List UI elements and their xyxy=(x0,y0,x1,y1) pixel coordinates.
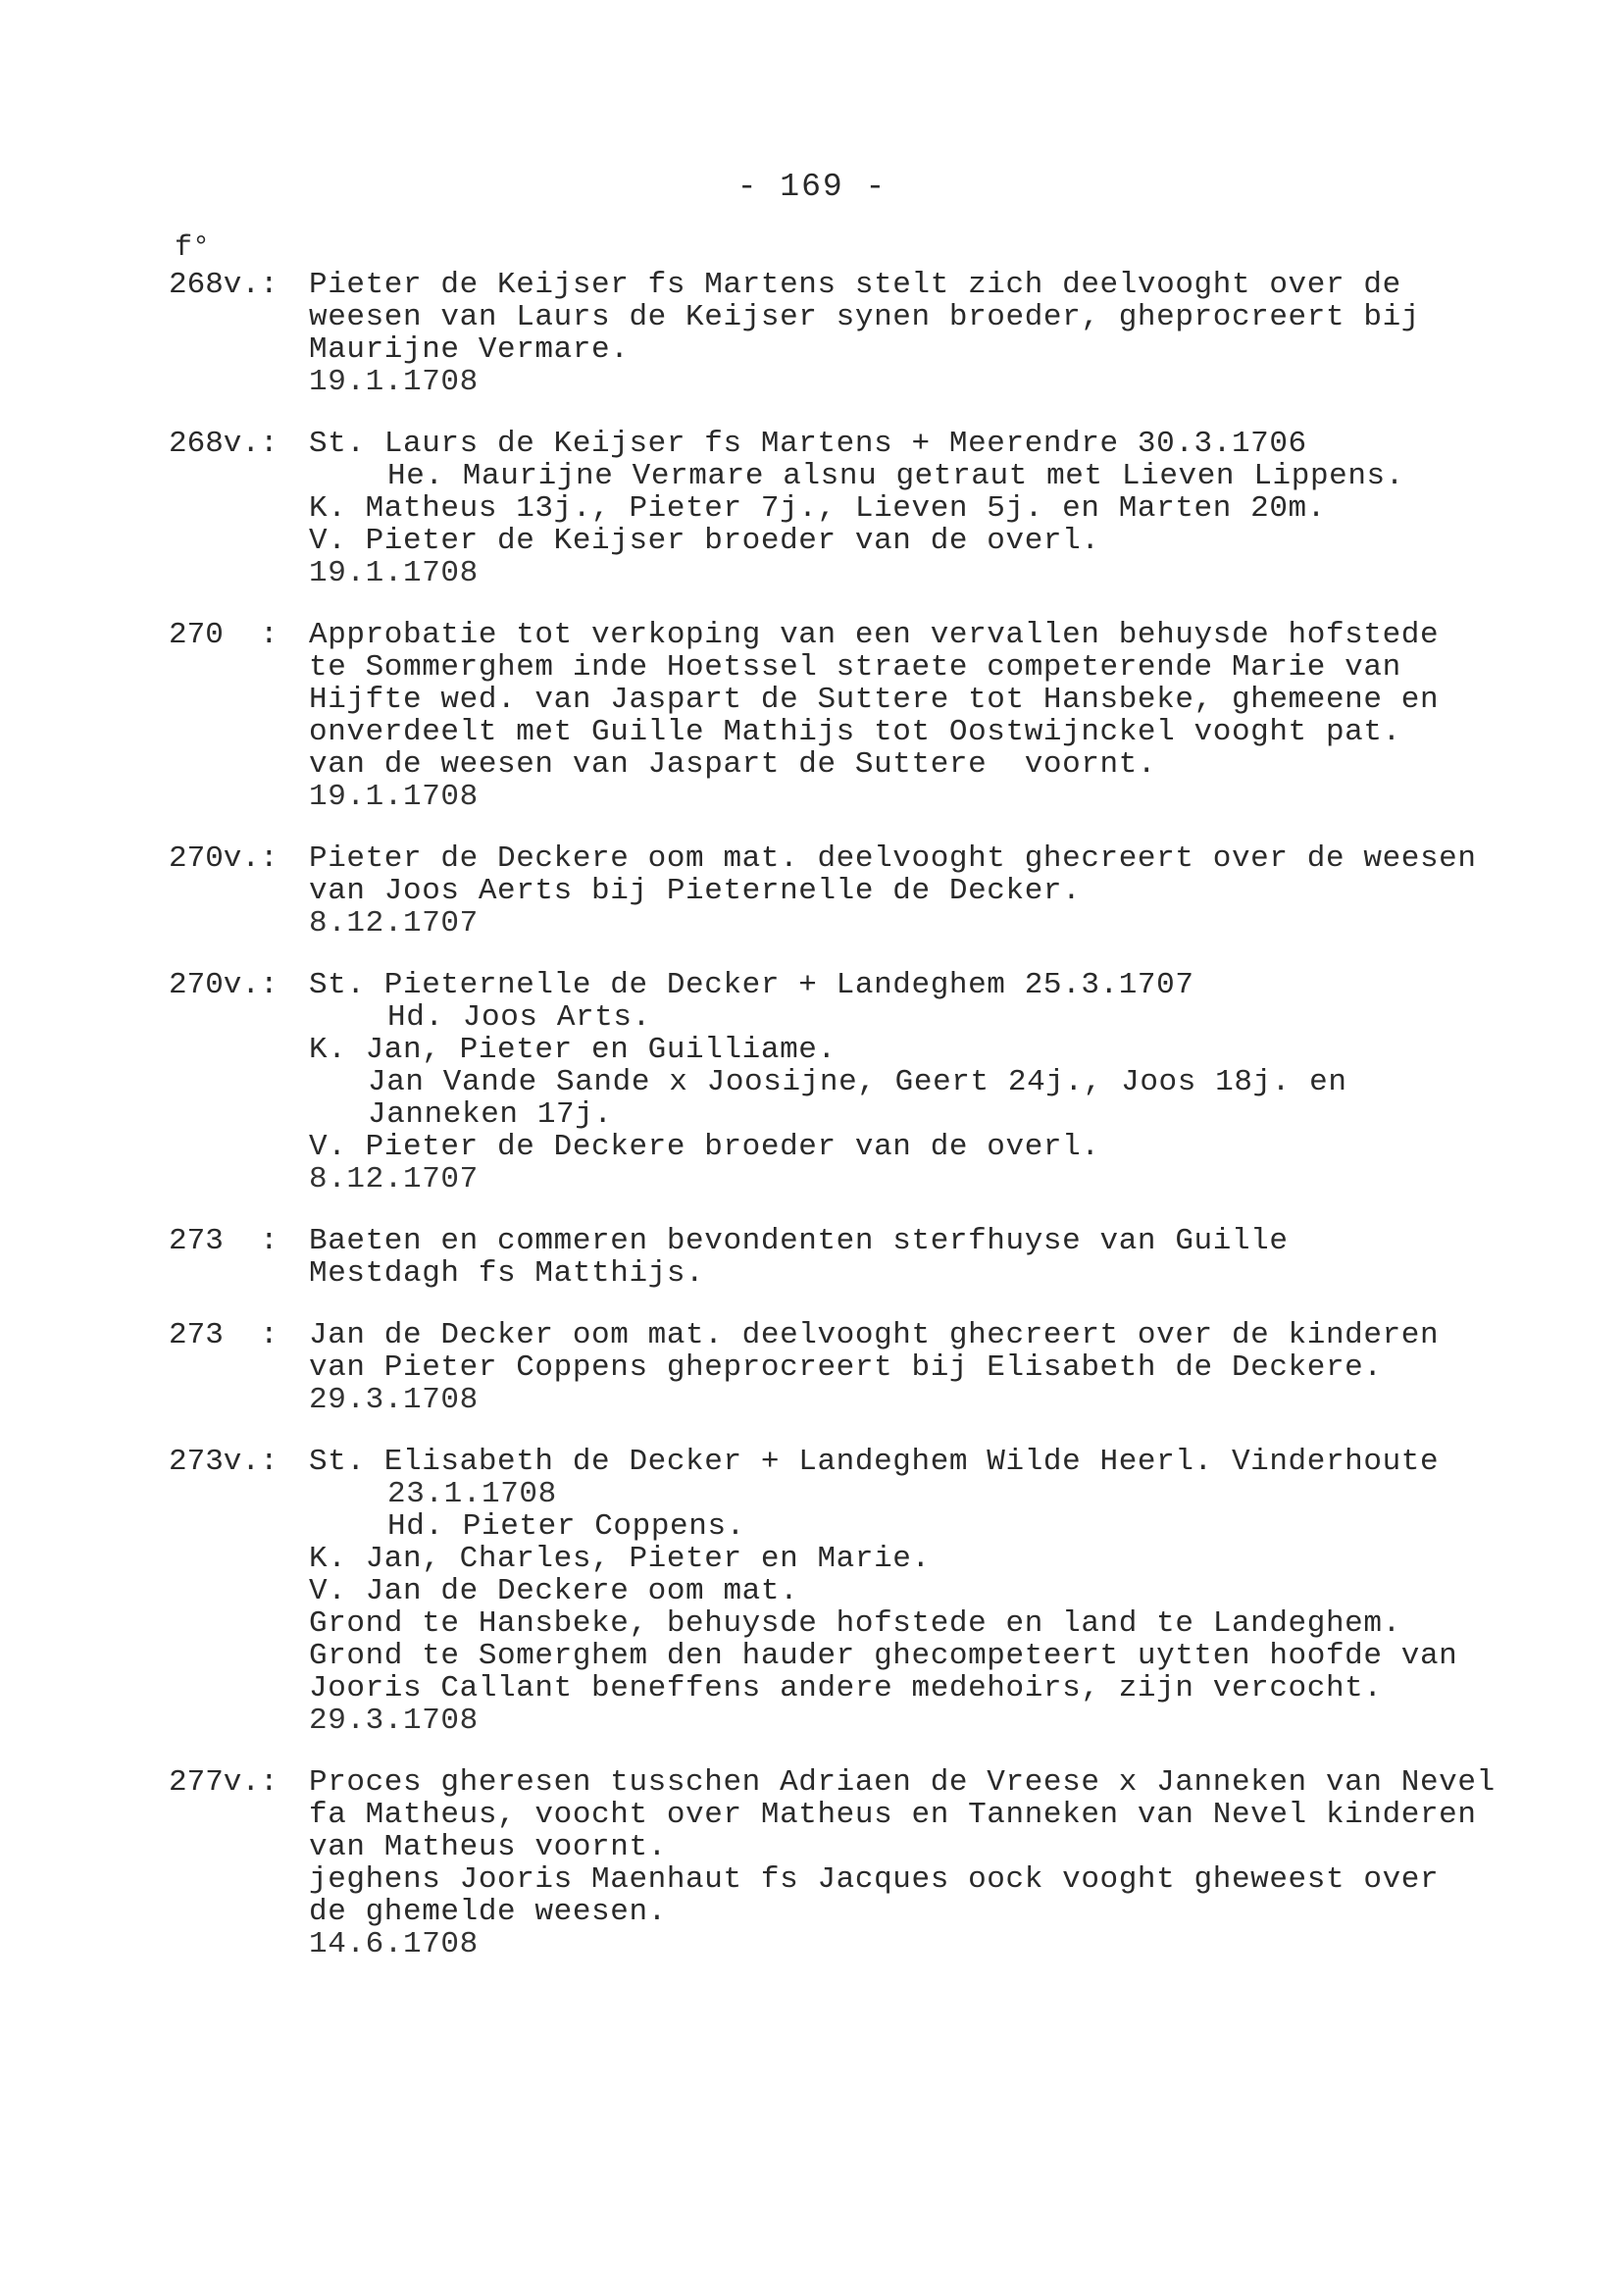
folio-reference: 277v.: xyxy=(169,1765,279,1800)
folio-reference: 270v.: xyxy=(169,968,279,1002)
entry-date: 19.1.1708 xyxy=(309,780,479,814)
entry-text-line: V. Pieter de Keijser broeder van de overl. xyxy=(309,524,1100,558)
folio-reference: 268v.: xyxy=(169,268,279,302)
entry-text-line: Jan de Decker oom mat. deelvooght ghecreert over de kinderen xyxy=(309,1318,1440,1352)
folio-reference: 273 : xyxy=(169,1318,279,1352)
entry-text-line: Baeten en commeren bevondenten sterfhuyse van Guille xyxy=(309,1224,1289,1258)
entry-text-line: St. Pieternelle de Decker + Landeghem 25.3.1707 xyxy=(309,968,1194,1002)
entry-text-line: jeghens Jooris Maenhaut fs Jacques oock vooght gheweest over xyxy=(309,1862,1440,1897)
entry-text-line: onverdeelt met Guille Mathijs tot Oostwijnckel vooght pat. xyxy=(309,715,1401,749)
register-entry xyxy=(169,1766,1561,1960)
entry-text-line: K. Jan, Pieter en Guilliame. xyxy=(309,1033,837,1067)
folio-reference: 270v.: xyxy=(169,841,279,876)
register-entry xyxy=(169,1319,1561,1416)
register-entry xyxy=(169,428,1561,589)
register-entry xyxy=(169,269,1561,398)
entry-text-line: van Joos Aerts bij Pieternelle de Decker. xyxy=(309,874,1082,908)
entry-body xyxy=(309,1766,1561,1960)
folio-reference: 273v.: xyxy=(169,1445,279,1479)
entry-text-line: Grond te Somerghem den hauder ghecompeteert uytten hoofde van xyxy=(309,1639,1458,1673)
entry-text-line: Janneken 17j. xyxy=(368,1097,613,1132)
page-number: - 169 - xyxy=(736,169,888,205)
entry-text-line: Jooris Callant beneffens andere medehoirs, zijn vercocht. xyxy=(309,1671,1383,1706)
entry-text-line: Proces gheresen tusschen Adriaen de Vreese x Janneken van Nevel xyxy=(309,1765,1496,1800)
entry-date: 8.12.1707 xyxy=(309,1162,479,1196)
entry-text-line: de ghemelde weesen. xyxy=(309,1895,667,1929)
entry-body xyxy=(309,1446,1561,1737)
register-entry xyxy=(169,842,1561,940)
entry-text-line: V. Pieter de Deckere broeder van de overl. xyxy=(309,1130,1100,1164)
entry-date: 19.1.1708 xyxy=(309,556,479,590)
entry-text-line: K. Jan, Charles, Pieter en Marie. xyxy=(309,1542,931,1576)
entry-text-line: weesen van Laurs de Keijser synen broeder, gheprocreert bij xyxy=(309,300,1420,334)
entry-text-line: Mestdagh fs Matthijs. xyxy=(309,1256,705,1291)
entry-text-line: V. Jan de Deckere oom mat. xyxy=(309,1574,799,1608)
entry-text-line: Hd. Pieter Coppens. xyxy=(387,1509,745,1544)
entry-body xyxy=(309,1225,1561,1290)
entry-text-line: van Pieter Coppens gheprocreert bij Elisabeth de Deckere. xyxy=(309,1350,1383,1385)
entry-date: 19.1.1708 xyxy=(309,365,479,399)
entry-text-line: Jan Vande Sande x Joosijne, Geert 24j., Joos 18j. en xyxy=(368,1065,1347,1099)
register-entry xyxy=(169,1446,1561,1737)
entry-text-line: fa Matheus, voocht over Matheus en Tanneken van Nevel kinderen xyxy=(309,1798,1477,1832)
entry-body xyxy=(309,969,1561,1196)
entry-body xyxy=(309,1319,1561,1416)
entry-date: 23.1.1708 xyxy=(387,1477,557,1511)
entry-date: 8.12.1707 xyxy=(309,906,479,941)
entry-date: 29.3.1708 xyxy=(309,1704,479,1738)
entry-body xyxy=(309,269,1561,398)
folio-label: f° xyxy=(175,231,211,265)
register-entry xyxy=(169,1225,1561,1290)
folio-reference: 268v.: xyxy=(169,427,279,461)
entry-body xyxy=(309,428,1561,589)
entry-text-line: Maurijne Vermare. xyxy=(309,332,630,367)
entry-text-line: He. Maurijne Vermare alsnu getraut met Lieven Lippens. xyxy=(387,459,1404,493)
entry-list xyxy=(169,269,1561,1990)
entry-body xyxy=(309,619,1561,813)
entry-text-line: Approbatie tot verkoping van een vervallen behuysde hofstede xyxy=(309,618,1440,652)
entry-text-line: van de weesen van Jaspart de Suttere voornt. xyxy=(309,747,1157,782)
entry-date: 29.3.1708 xyxy=(309,1383,479,1417)
entry-body xyxy=(309,842,1561,940)
entry-text-line: St. Elisabeth de Decker + Landeghem Wilde Heerl. Vinderhoute xyxy=(309,1445,1440,1479)
entry-text-line: Hd. Joos Arts. xyxy=(387,1000,651,1035)
entry-text-line: te Sommerghem inde Hoetssel straete competerende Marie van xyxy=(309,650,1401,685)
folio-reference: 270 : xyxy=(169,618,279,652)
entry-text-line: Pieter de Keijser fs Martens stelt zich deelvooght over de xyxy=(309,268,1401,302)
entry-text-line: van Matheus voornt. xyxy=(309,1830,667,1864)
entry-date: 14.6.1708 xyxy=(309,1927,479,1961)
entry-text-line: St. Laurs de Keijser fs Martens + Meerendre 30.3.1706 xyxy=(309,427,1307,461)
folio-reference: 273 : xyxy=(169,1224,279,1258)
register-entry xyxy=(169,969,1561,1196)
entry-text-line: Pieter de Deckere oom mat. deelvooght ghecreert over de weesen xyxy=(309,841,1477,876)
entry-text-line: K. Matheus 13j., Pieter 7j., Lieven 5j. en Marten 20m. xyxy=(309,491,1326,526)
entry-text-line: Grond te Hansbeke, behuysde hofstede en land te Landeghem. xyxy=(309,1606,1401,1641)
entry-text-line: Hijfte wed. van Jaspart de Suttere tot Hansbeke, ghemeene en xyxy=(309,683,1440,717)
register-entry xyxy=(169,619,1561,813)
